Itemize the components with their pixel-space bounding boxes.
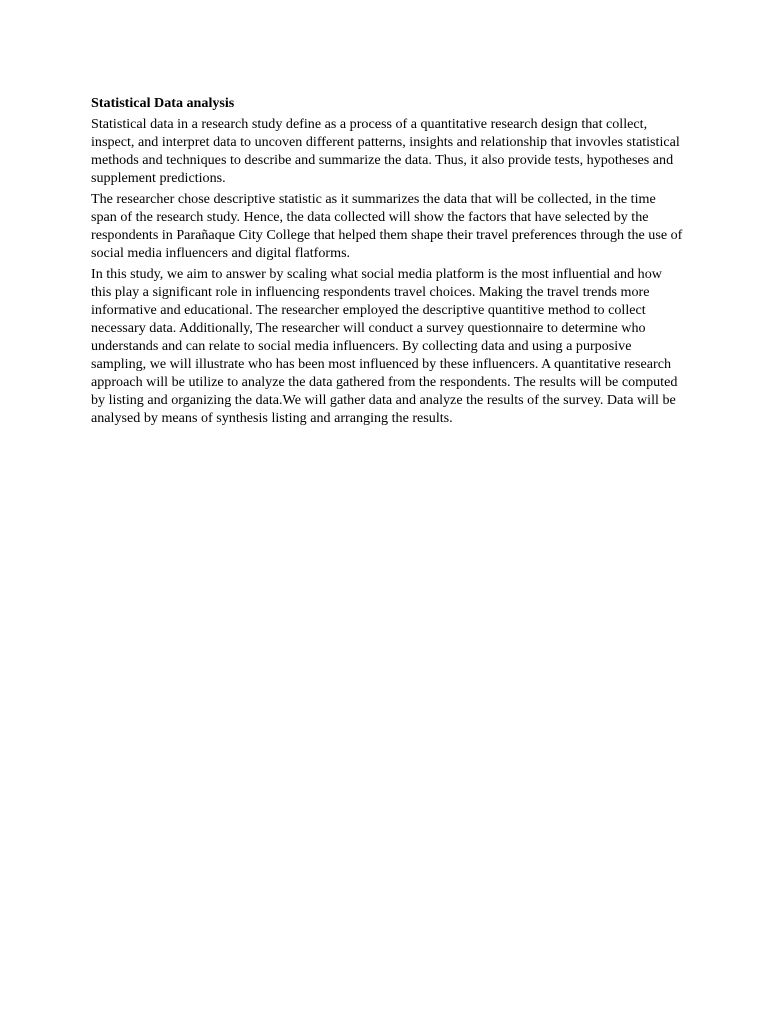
document-body (91, 94, 683, 430)
section-heading: Statistical Data analysis (91, 95, 235, 111)
paragraph-descriptive-statistic: The researcher chose descriptive statistic as it summarizes the data that will be collected, in the time span of the research study. Hence, the data collected will show the factors that have selected by the respondents in Parañaque City College that helped them shape their travel preferences through the use of social media influencers and digital flatforms. (91, 191, 683, 261)
paragraph-study-aim: In this study, we aim to answer by scaling what social media platform is the most influential and how this play a significant role in influencing respondents travel choices. Making the travel trends more informative and educational. The researcher employed the descriptive quantitive method to collect necessary data. Additionally, The researcher will conduct a survey questionnaire to determine who understands and can relate to social media influencers. By collecting data and using a purposive sampling, we will illustrate who has been most influenced by these influencers. A quantitative research approach will be utilize to analyze the data gathered from the respondents. The results will be computed by listing and organizing the data.We will gather data and analyze the results of the survey. Data will be analysed by means of synthesis listing and arranging the results. (91, 266, 678, 426)
paragraph-statistical-data: Statistical data in a research study define as a process of a quantitative research design that collect, inspect, and interpret data to uncoven different patterns, insights and relationship that invovles statistical methods and techniques to describe and summarize the data. Thus, it also provide tests, hypotheses and supplement predictions. (91, 116, 680, 186)
